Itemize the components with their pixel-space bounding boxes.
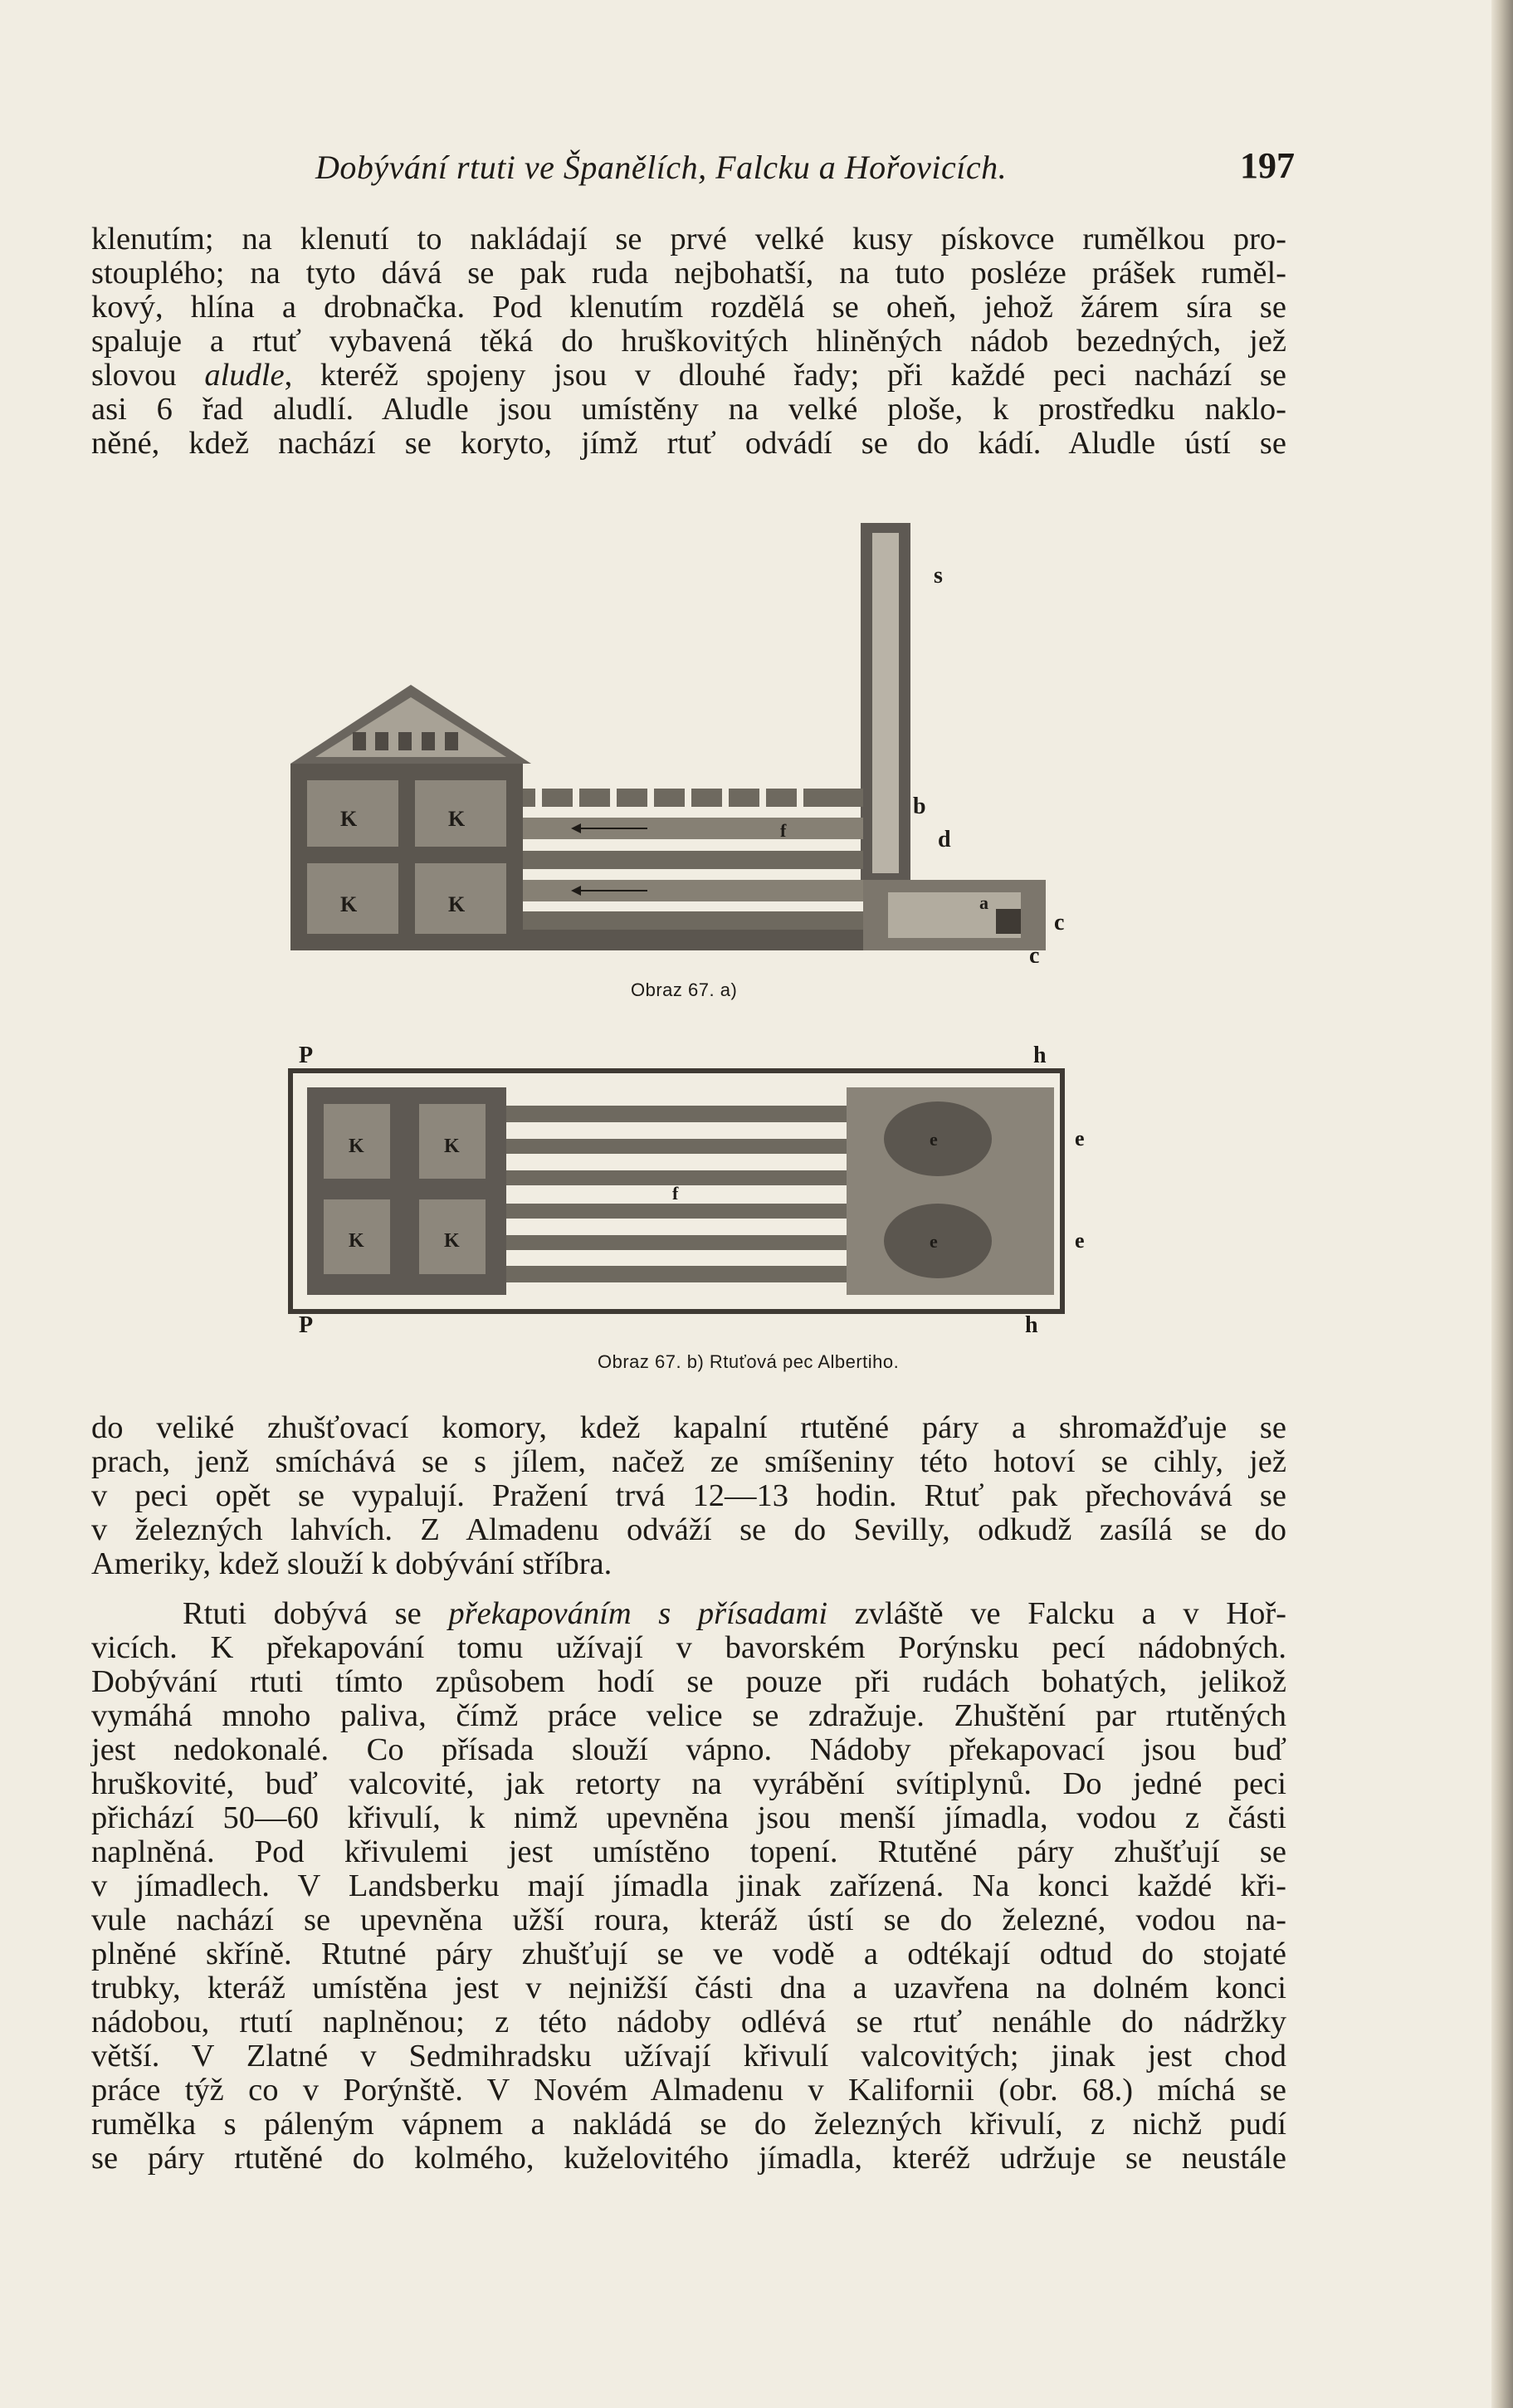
text-line: stouplého; na tyto dává se pak ruda nejbohatší, na tuto posléze prášek ruměl- [91,256,1286,291]
chimney-flue [872,533,899,873]
label-c2: c [1029,943,1040,963]
page-spine-shadow [1491,0,1513,2408]
label-k: K [444,1230,460,1252]
label-k: K [448,807,466,831]
aludel-row-middle [523,851,863,869]
label-k: K [448,892,466,916]
label-f: f [780,820,787,841]
label-s: s [934,563,943,589]
figure-67a-caption: Obraz 67. a) [631,979,738,1000]
text-line: klenutím; na klenutí to nakládají se prvé velké kusy pískovce rumělkou pro- [91,222,1286,256]
text-line: spaluje a rtuť vybavená těká do hruškovitých hliněných nádob bezedných, jež [91,324,1286,359]
text-line-with-term [91,359,1286,393]
paragraph-3 [91,1597,1286,2176]
text-line: naplněná. Pod křivulemi jest umístěno topení. Rtutěné páry zhušťují se [91,1834,1286,1869]
text-fragment: zvláště ve Falcku a v Hoř- [827,1596,1286,1631]
text-fragment: Rtuti dobývá se [183,1596,449,1631]
text-line: Ameriky, kdež slouží k dobývání stříbra. [91,1546,613,1581]
label-a: a [979,892,988,913]
label-d: d [938,827,951,852]
text-line: kový, hlína a drobnačka. Pod klenutím rozdělá se oheň, jehož žárem síra se [91,290,1286,325]
text-fragment: , kteréž spojeny jsou v dlouhé řady; při každé peci nachází se [284,358,1286,393]
label-c: c [1054,910,1065,935]
label-p-bottom: P [299,1312,314,1336]
term-prekapovani: překapováním s přísadami [448,1596,828,1631]
text-line: asi 6 řad aludlí. Aludle jsou umístěny na velké ploše, k prostředku naklo- [91,392,1286,427]
text-line: něné, kdež nachází se koryto, jímž rtuť odvádí se do kádí. Aludle ústí se [91,426,1286,461]
label-k: K [340,807,358,831]
aludel-row-bottom [523,911,863,930]
text-fragment: slovou [91,358,205,393]
figure-67b [282,1038,1096,1378]
label-e-side: e [1075,1126,1085,1150]
text-line: vymáhá mnoho paliva, čímž práce velice se zdražuje. Zhuštění par rtutěných [91,1698,1286,1733]
label-k: K [349,1230,364,1252]
text-line: v peci opět se vypalují. Pražení trvá 12—13 hodin. Rtuť pak přechovává se [91,1478,1286,1513]
text-line-with-term [91,1597,1286,1631]
label-h-top: h [1033,1043,1047,1068]
label-e: e [930,1231,938,1252]
text-line: nádobou, rtutí naplněnou; z této nádoby odlévá se rtuť nenáhle do nádržky [91,2005,1286,2039]
text-line: rumělka s páleným vápnem a nakládá se do železných křivulí, z nichž pudí [91,2107,1286,2142]
text-line: Dobývání rtuti tímto způsobem hodí se pouze při rudách bohatých, jelikož [91,1664,1286,1699]
running-title: Dobývání rtuti ve Španělích, Falcku a Hořovicích. [315,149,1008,186]
term-aludle: aludle [204,358,285,393]
figure-67a [282,515,1096,1013]
text-line: v jímadlech. V Landsberku mají jímadla jinak zařízená. Na konci každé kři- [91,1868,1286,1903]
figure-67b-caption: Obraz 67. b) Rtuťová pec Albertiho. [598,1351,900,1372]
outlet [996,909,1021,934]
text-line: prach, jenž smíchává se s jílem, načež ze smíšeniny této hotoví se cihly, jež [91,1444,1286,1479]
page-number: 197 [1240,145,1295,186]
text-line: hruškovité, buď valcovité, jak retorty na vyrábění svítiplynů. Do jedné peci [91,1766,1286,1801]
label-h-bottom: h [1025,1312,1038,1336]
paragraph-1 [91,222,1286,461]
label-e: e [930,1129,938,1150]
label-k: K [340,892,358,916]
furnace-base [523,930,880,950]
label-k: K [444,1136,460,1157]
label-f: f [672,1183,679,1204]
text-line: vicích. K překapování tomu užívají v bavorském Porýnsku pecí nádobných. [91,1630,1286,1665]
label-b: b [913,794,926,819]
text-line: v železných lahvích. Z Almadenu odváží se do Sevilly, odkudž zasílá se do [91,1512,1286,1547]
figure-67a-drawing [282,515,1096,963]
text-line: větší. V Zlatné v Sedmihradsku užívají křivulí valcovitých; jinak jest chod [91,2039,1286,2073]
text-line: trubky, kteráž umístěna jest v nejnižší části dna a uzavřena na dolném konci [91,1971,1286,2005]
paragraph-2 [91,1411,1286,1581]
figure-67b-drawing [282,1038,1096,1336]
label-p-top: P [299,1043,314,1068]
text-line: plněné skříně. Rtutné páry zhušťují se ve vodě a odtékají odtud do stojaté [91,1937,1286,1971]
text-line: jest nedokonalé. Co přísada slouží vápno. Nádoby překapovací jsou buď [91,1732,1286,1767]
condenser-vessel [884,1204,992,1278]
label-k: K [349,1136,364,1157]
text-line: přichází 50—60 křivulí, k nimž upevněna jsou menší jímadla, vodou z části [91,1800,1286,1835]
text-line: se páry rtutěné do kolmého, kuželovitého jímadla, kteréž udržuje se neustále [91,2141,1286,2176]
text-line: vule nachází se upevněna užší roura, kteráž ústí se do železné, vodou na- [91,1902,1286,1937]
text-line: práce týž co v Porýnště. V Novém Almadenu v Kalifornii (obr. 68.) míchá se [91,2073,1286,2108]
text-line: do veliké zhušťovací komory, kdež kapalní rtutěné páry a shromažďuje se [91,1410,1286,1445]
condenser-vessel [884,1101,992,1176]
running-head [91,145,1295,189]
label-e-side: e [1075,1228,1085,1253]
